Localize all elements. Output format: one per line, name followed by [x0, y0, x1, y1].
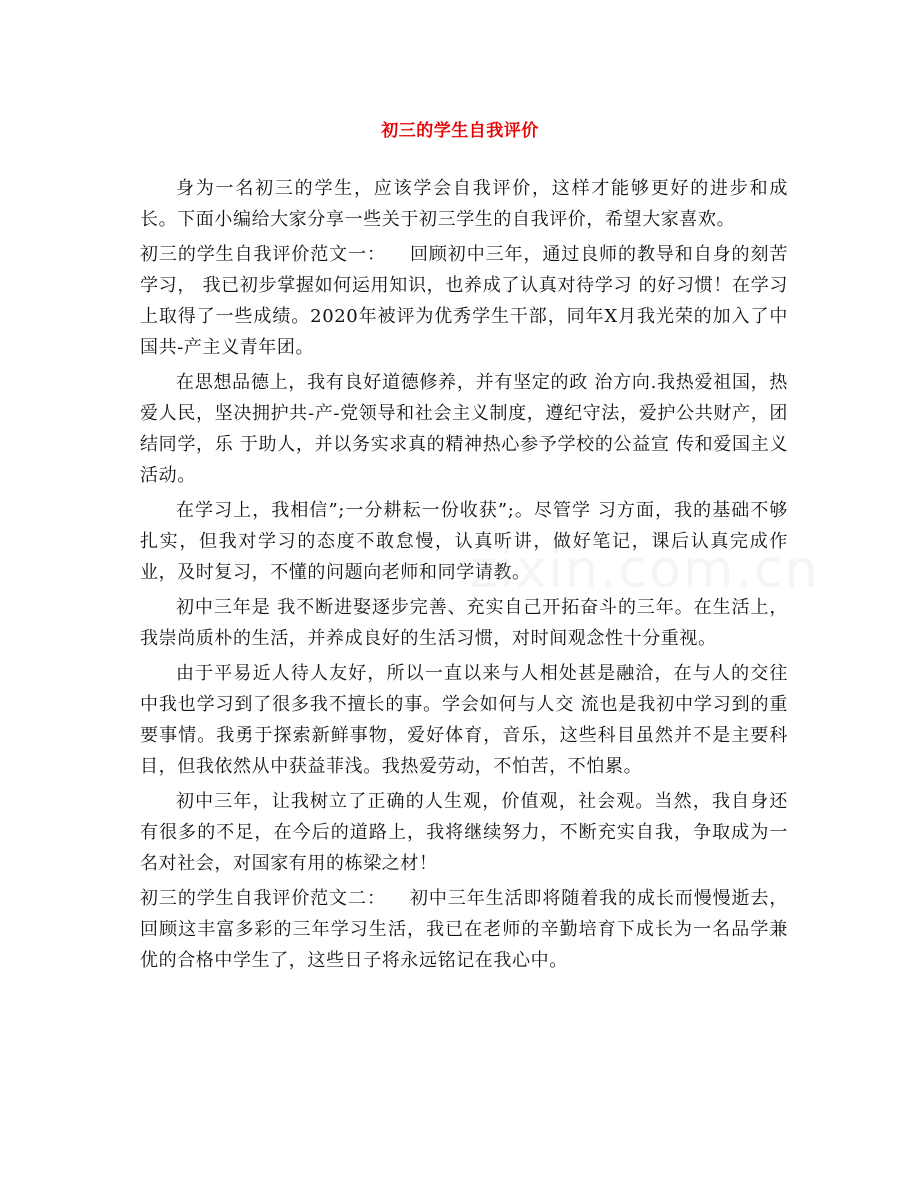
document-body — [140, 173, 788, 980]
paragraph-sample-two — [140, 883, 788, 976]
paragraph-text: 身为一名初三的学生，应该学会自我评价，这样才能够更好的进步和成长。下面小编给大家分享一些关于初三学生的自我评价，希望大家喜欢。 — [140, 178, 788, 230]
sample-heading: 初三的学生自我评价范文二： — [140, 888, 386, 909]
paragraph-sample-one — [140, 239, 788, 363]
sample-heading: 初三的学生自我评价范文一： — [140, 244, 386, 265]
document-title: 初三的学生自我评价 — [381, 121, 539, 141]
paragraph-life — [140, 592, 788, 654]
paragraph-social — [140, 658, 788, 782]
paragraph-intro — [140, 173, 788, 235]
paragraph-text: 在思想品德上，我有良好道德修养，并有坚定的政 治方向.我热爱祖国，热爱人民，坚决拥护共-产-党领导和社会主义制度，遵纪守法，爱护公共财产，团结同学，乐 于助人，并以务实求真的精神热心参予学校的公益宣 传和爱国主义活动。 — [140, 372, 788, 486]
paragraph-summary — [140, 786, 788, 879]
paragraph-text: 初中三年，让我树立了正确的人生观，价值观，社会观。当然，我自身还有很多的不足，在今后的道路上，我将继续努力，不断充实自我，争取成为一名对社会，对国家有用的栋梁之材！ — [140, 791, 788, 874]
paragraph-morality — [140, 367, 788, 491]
paragraph-text: 由于平易近人待人友好，所以一直以来与人相处甚是融洽，在与人的交往 中我也学习到了很多我不擅长的事。学会如何与人交 流也是我初中学习到的重要事情。我勇于探索新鲜事物，爱好体育，音乐，这些科目虽然并不是主要科目，但我依然从中获益菲浅。我热爱劳动，不怕苦，不怕累。 — [140, 663, 788, 777]
paragraph-study — [140, 495, 788, 588]
paragraph-text: 初中三年是 我不断进娶逐步完善、充实自己开拓奋斗的三年。在生活上，我崇尚质朴的生活，并养成良好的生活习惯，对时间观念性十分重视。 — [140, 597, 788, 649]
paragraph-text: 回顾初中三年，通过良师的教导和自身的刻苦学习， 我已初步掌握如何运用知识，也养成了认真对待学习 的好习惯！在学习上取得了一些成绩。2020年被评为优秀学生干部，同年X月我光荣的加入了中国共-产主义青年团。 — [140, 244, 788, 358]
paragraph-text: 初中三年生活即将随着我的成长而慢慢逝去，回顾这丰富多彩的三年学习生活，我已在老师的辛勤培育下成长为一名品学兼优的合格中学生了，这些日子将永远铭记在我心中。 — [140, 888, 788, 971]
watermark-text: zixin.com.cn — [470, 540, 820, 600]
paragraph-text: 在学习上，我相信”;一分耕耘一份收获”;。尽管学 习方面，我的基础不够扎实，但我对学习的态度不敢怠慢，认真听讲，做好笔记，课后认真完成作业，及时复习，不懂的问题向老师和同学请教。 — [140, 500, 788, 583]
